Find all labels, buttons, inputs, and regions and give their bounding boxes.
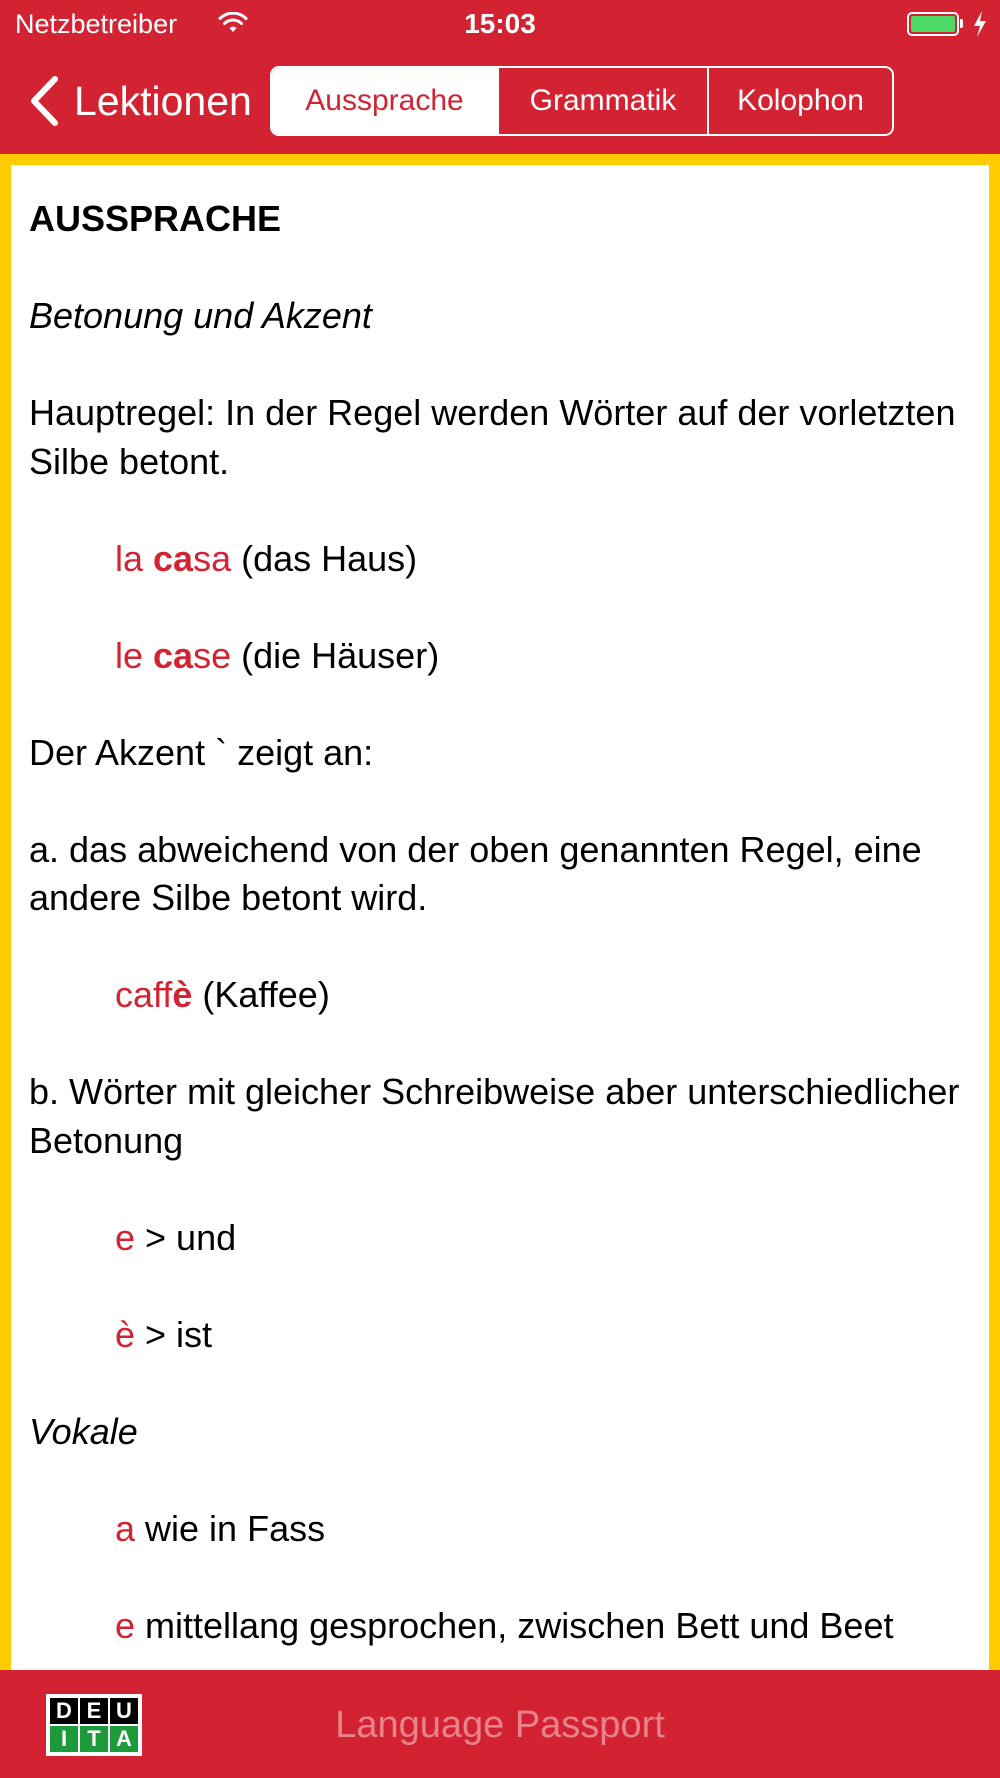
app-logo: D E U I T A bbox=[46, 1694, 142, 1756]
example-line: le case (die Häuser) bbox=[115, 634, 440, 676]
nav-bar bbox=[0, 50, 1000, 154]
section-title-betonung: Betonung und Akzent bbox=[29, 295, 372, 336]
tab-kolophon[interactable]: Kolophon bbox=[707, 68, 892, 134]
list-item: e mittellang gesprochen, zwischen Bett und Beet bbox=[115, 1604, 894, 1646]
bolt-icon bbox=[972, 10, 988, 38]
tab-grammatik[interactable]: Grammatik bbox=[497, 68, 707, 134]
vowel-list bbox=[29, 1505, 971, 1671]
example-line: è > ist bbox=[115, 1313, 213, 1355]
status-bar bbox=[0, 0, 1000, 50]
bottom-bar bbox=[0, 1670, 1000, 1778]
battery-nub bbox=[960, 19, 963, 28]
carrier-label: Netzbetreiber bbox=[15, 9, 178, 39]
tab-aussprache[interactable]: Aussprache bbox=[272, 68, 497, 134]
segmented-control bbox=[270, 66, 894, 136]
clock: 15:03 bbox=[464, 8, 536, 39]
content-frame bbox=[0, 154, 1000, 1670]
chevron-left-icon bbox=[28, 76, 60, 126]
accent-intro: Der Akzent ` zeigt an: bbox=[29, 731, 374, 773]
point-b: b. Wörter mit gleicher Schreibweise aber unterschiedlicher Betonung bbox=[29, 1071, 960, 1161]
example-line: la casa (das Haus) bbox=[115, 537, 418, 579]
content-scroll-area[interactable] bbox=[11, 165, 989, 1670]
section-title-vokale: Vokale bbox=[29, 1410, 138, 1452]
point-a: a. das abweichend von der oben genannten Regel, eine andere Silbe betont wird. bbox=[29, 828, 922, 918]
back-button[interactable] bbox=[28, 68, 252, 134]
example-line: caffè (Kaffee) bbox=[115, 974, 330, 1015]
back-button-label: Lektionen bbox=[74, 77, 252, 124]
list-item: a wie in Fass bbox=[115, 1507, 326, 1549]
battery-icon bbox=[907, 12, 959, 36]
stress-examples bbox=[29, 535, 971, 681]
homograph-examples bbox=[29, 1214, 971, 1360]
main-rule-text: Hauptregel: In der Regel werden Wörter auf der vorletzten Silbe betont. bbox=[29, 392, 956, 482]
page-title: AUSSPRACHE bbox=[29, 198, 282, 239]
example-line: e > und bbox=[115, 1216, 237, 1258]
app-name: Language Passport bbox=[335, 1704, 665, 1746]
